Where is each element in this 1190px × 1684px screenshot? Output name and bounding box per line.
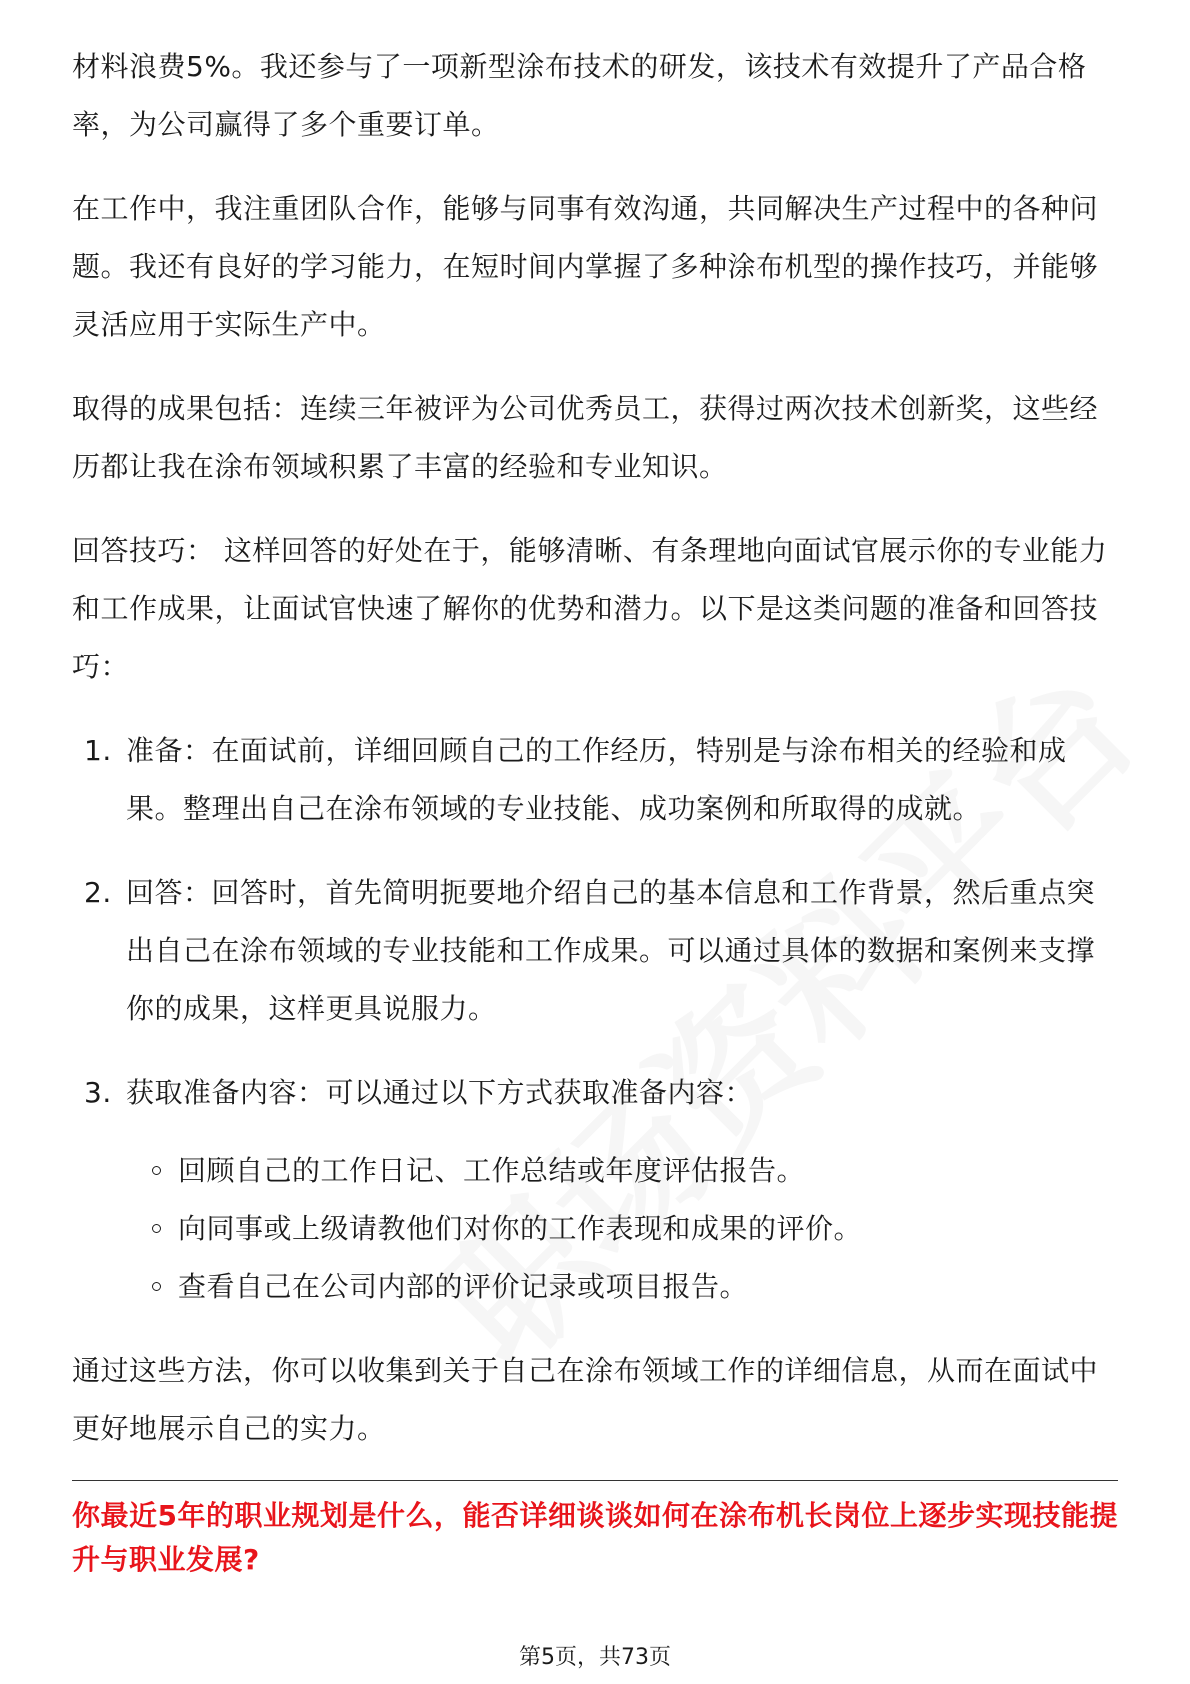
- bullet-text: 向同事或上级请教他们对你的工作表现和成果的评价。: [178, 1212, 863, 1245]
- bullet-list: [72, 1142, 1118, 1316]
- bullet-item: [72, 1142, 1118, 1200]
- list-item-text: 准备：在面试前，详细回顾自己的工作经历，特别是与涂布相关的经验和成果。整理出自己在涂布领域的专业技能、成功案例和所取得的成就。: [126, 734, 1067, 825]
- paragraph: 材料浪费5%。我还参与了一项新型涂布技术的研发，该技术有效提升了产品合格率，为公司赢得了多个重要订单。: [72, 50, 1087, 141]
- bullet-item: [72, 1200, 1118, 1258]
- bullet-item: [72, 1258, 1118, 1316]
- numbered-list: [72, 722, 1118, 1122]
- hollow-bullet-icon: [152, 1166, 161, 1175]
- section-divider: [72, 1480, 1118, 1481]
- bullet-text: 回顾自己的工作日记、工作总结或年度评估报告。: [178, 1154, 806, 1187]
- list-number: 3.: [84, 1076, 112, 1109]
- list-number: 1.: [84, 734, 112, 767]
- list-item-text: 获取准备内容：可以通过以下方式获取准备内容：: [126, 1076, 754, 1109]
- list-item: [72, 864, 1118, 1038]
- list-item-text: 回答：回答时，首先简明扼要地介绍自己的基本信息和工作背景，然后重点突出自己在涂布领域的专业技能和工作成果。可以通过具体的数据和案例来支撑你的成果，这样更具说服力。: [126, 876, 1096, 1025]
- bullet-text: 查看自己在公司内部的评价记录或项目报告。: [178, 1270, 749, 1303]
- hollow-bullet-icon: [152, 1224, 161, 1233]
- list-number: 2.: [84, 876, 112, 909]
- paragraph: 取得的成果包括：连续三年被评为公司优秀员工，获得过两次技术创新奖，这些经历都让我在涂布领域积累了丰富的经验和专业知识。: [72, 392, 1099, 483]
- page-number: 第5页，共73页: [519, 1645, 671, 1670]
- hollow-bullet-icon: [152, 1282, 161, 1291]
- closing-paragraph: 通过这些方法，你可以收集到关于自己在涂布领域工作的详细信息，从而在面试中更好地展示自己的实力。: [72, 1354, 1099, 1445]
- next-question-heading: 你最近5年的职业规划是什么，能否详细谈谈如何在涂布机长岗位上逐步实现技能提升与职业发展?: [72, 1499, 1118, 1576]
- document-body: [72, 38, 1118, 1484]
- list-item: [72, 722, 1118, 838]
- list-item: [72, 1064, 1118, 1122]
- paragraph: 回答技巧： 这样回答的好处在于，能够清晰、有条理地向面试官展示你的专业能力和工作成果，让面试官快速了解你的优势和潜力。以下是这类问题的准备和回答技巧：: [72, 534, 1108, 683]
- paragraph: 在工作中，我注重团队合作，能够与同事有效沟通，共同解决生产过程中的各种问题。我还有良好的学习能力，在短时间内掌握了多种涂布机型的操作技巧，并能够灵活应用于实际生产中。: [72, 192, 1099, 341]
